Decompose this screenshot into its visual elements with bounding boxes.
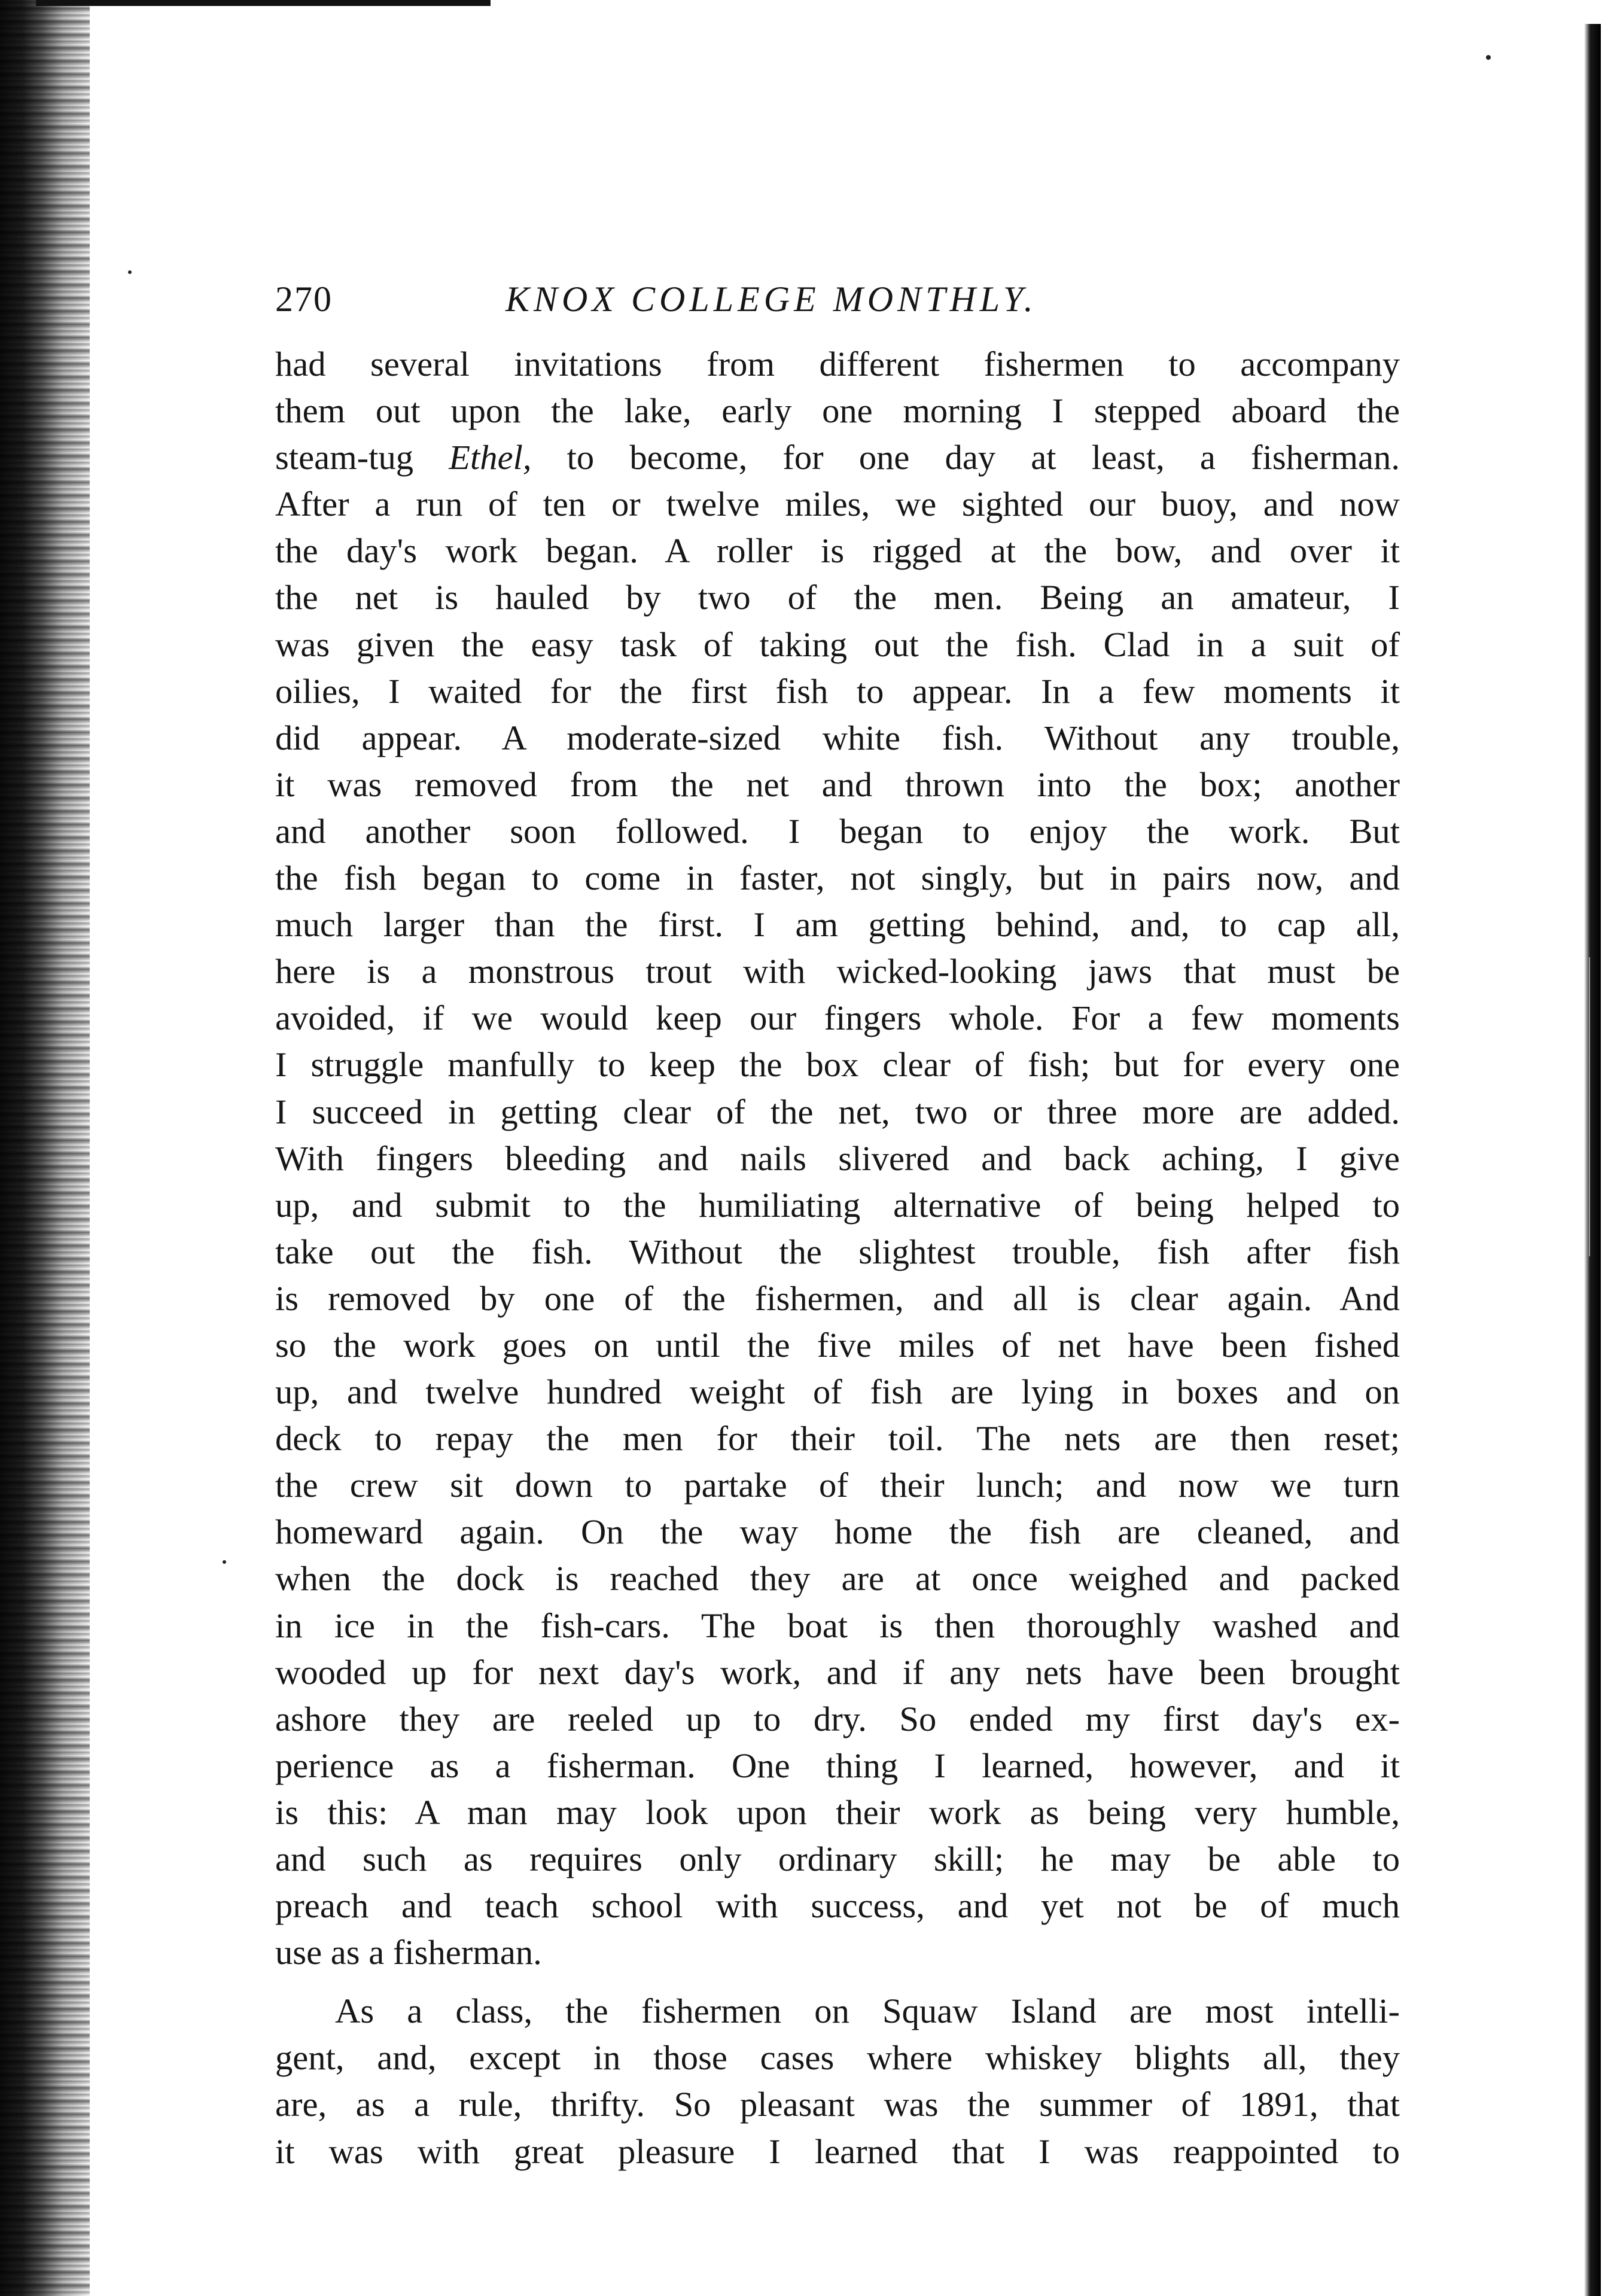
- text-segment: steam-tug: [275, 438, 449, 477]
- text-line: here is a monstrous trout with wicked-looking jaws that must be: [275, 952, 1400, 991]
- text-line: in ice in the fish-cars. The boat is then thoroughly washed and: [275, 1606, 1400, 1645]
- page-number: 270: [275, 279, 333, 319]
- paragraph-gap: [275, 1976, 1400, 1988]
- text-line: had several invitations from different fishermen to accompany: [275, 345, 1400, 383]
- text-line: is removed by one of the fishermen, and all is clear again. And: [275, 1278, 1400, 1318]
- text-line: gent, and, except in those cases where whiskey blights all, they: [275, 2038, 1400, 2078]
- journal-title: KNOX COLLEGE MONTHLY.: [505, 279, 1037, 319]
- text-line: the fish began to come in faster, not singly, but in pairs now, and: [275, 858, 1400, 898]
- text-line: deck to repay the men for their toil. The nets are then reset;: [275, 1419, 1400, 1458]
- text-line: and such as requires only ordinary skill; he may be able to: [275, 1840, 1400, 1878]
- text-line: [275, 434, 1400, 481]
- vessel-name: Ethel,: [449, 438, 532, 477]
- text-line: avoided, if we would keep our fingers whole. For a few moments: [275, 998, 1400, 1038]
- running-head: [275, 275, 1412, 323]
- text-line: the net is hauled by two of the men. Being an amateur, I: [275, 578, 1400, 617]
- text-line: use as a fisherman.: [275, 1933, 542, 1972]
- text-line: I struggle manfully to keep the box clear of fish; but for every one: [275, 1045, 1400, 1085]
- scan-binding-shadow: [0, 0, 90, 2296]
- text-line: ashore they are reeled up to dry. So ended my first day's ex-: [275, 1699, 1400, 1738]
- scan-right-edge: [1584, 24, 1601, 2296]
- text-line: I succeed in getting clear of the net, two or three more are added.: [275, 1092, 1400, 1131]
- text-line: and another soon followed. I began to enjoy the work. But: [275, 811, 1400, 851]
- text-line: so the work goes on until the five miles of net have been fished: [275, 1325, 1400, 1365]
- text-line: it was removed from the net and thrown into the box; another: [275, 765, 1400, 804]
- text-line: With fingers bleeding and nails slivered and back aching, I give: [275, 1138, 1400, 1178]
- text-line: After a run of ten or twelve miles, we sighted our buoy, and now: [275, 485, 1400, 524]
- text-line: it was with great pleasure I learned that I was reappointed to: [275, 2131, 1400, 2171]
- text-line: oilies, I waited for the first fish to appear. In a few moments it: [275, 671, 1400, 711]
- text-line: preach and teach school with success, and yet not be of much: [275, 1886, 1400, 1926]
- text-line: them out upon the lake, early one morning I stepped aboard the: [275, 391, 1400, 431]
- paragraph: [275, 1988, 1400, 2175]
- text-line: wooded up for next day's work, and if any nets have been brought: [275, 1652, 1400, 1692]
- scan-speck: [223, 1560, 226, 1564]
- scan-speck: [1486, 55, 1491, 60]
- text-line: up, and submit to the humiliating alternative of being helped to: [275, 1185, 1400, 1225]
- article-body: [275, 341, 1400, 2175]
- scan-speck: [128, 270, 132, 274]
- text-segment: to become, for one day at least, a fisherman.: [531, 438, 1400, 477]
- paragraph: [275, 341, 1400, 1976]
- text-line: did appear. A moderate-sized white fish. Without any trouble,: [275, 718, 1400, 757]
- text-line: perience as a fisherman. One thing I learned, however, and it: [275, 1746, 1400, 1785]
- text-line: take out the fish. Without the slightest trouble, fish after fish: [275, 1232, 1400, 1271]
- text-line: As a class, the fishermen on Squaw Island are most intelli-: [335, 1992, 1400, 2031]
- text-line: when the dock is reached they are at once weighed and packed: [275, 1559, 1400, 1598]
- scan-right-line: [1589, 957, 1590, 1256]
- text-line: is this: A man may look upon their work as being very humble,: [275, 1792, 1400, 1832]
- text-line: the day's work began. A roller is rigged at the bow, and over it: [275, 531, 1400, 571]
- text-line: homeward again. On the way home the fish are cleaned, and: [275, 1512, 1400, 1552]
- text-line: the crew sit down to partake of their lunch; and now we turn: [275, 1466, 1400, 1505]
- text-line: are, as a rule, thrifty. So pleasant was the summer of 1891, that: [275, 2085, 1400, 2124]
- text-line: much larger than the first. I am getting behind, and, to cap all,: [275, 905, 1400, 945]
- text-line: up, and twelve hundred weight of fish are lying in boxes and on: [275, 1372, 1400, 1412]
- text-line: was given the easy task of taking out the fish. Clad in a suit of: [275, 625, 1400, 664]
- scan-top-rule: [36, 0, 491, 6]
